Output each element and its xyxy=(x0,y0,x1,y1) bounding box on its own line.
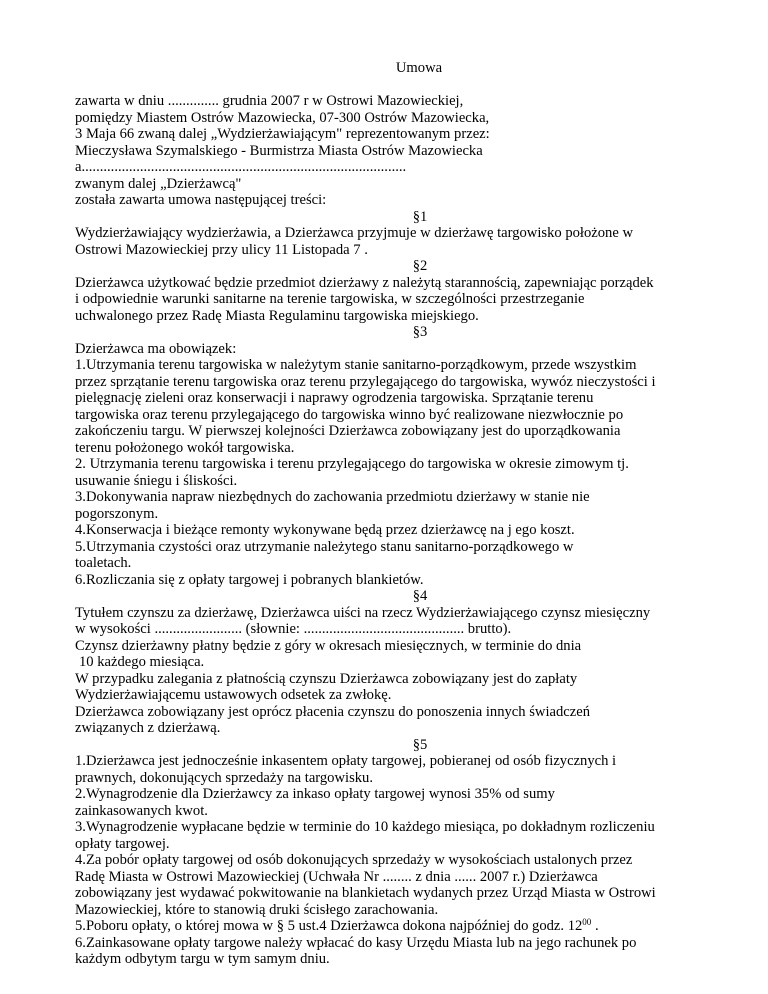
section-1-line: Ostrowi Mazowieckiej przy ulicy 11 Listopada 7 . xyxy=(75,241,368,258)
section-3-line: terenu położonego wokół targowiska. xyxy=(75,439,295,456)
intro-line: zwanym dalej „Dzierżawcą" xyxy=(75,175,242,192)
section-3-line: 3.Dokonywania napraw niezbędnych do zachowania przedmiotu dzierżawy w stanie nie xyxy=(75,489,590,505)
section-1-line: Wydzierżawiający wydzierżawia, a Dzierżawca przyjmuje w dzierżawę targowisko położone w xyxy=(75,225,634,241)
document-body xyxy=(75,93,755,968)
section-2-line: i odpowiednie warunki sanitarne na terenie targowiska, w szczególności przestrzeganie xyxy=(75,291,585,307)
section-5-line: Mazowieckiej, które to stanowią druki ścisłego zarachowania. xyxy=(75,901,439,918)
section-5-line: 4.Za pobór opłaty targowej od osób dokonujących sprzedaży w wysokościach ustalonych przez xyxy=(75,852,633,868)
section-5-line: każdym odbytym targu w tym samym dniu. xyxy=(75,951,330,967)
section-5-line xyxy=(75,918,755,935)
section-5-line: prawnych, dokonujących sprzedaży na targowisku. xyxy=(75,769,373,786)
intro-line: a......................................................................................... xyxy=(75,159,407,175)
section-3-line: pielęgnację zieleni oraz konserwacji i naprawy ogrodzenia targowiska. Sprzątanie terenu xyxy=(75,390,594,406)
intro-line: pomiędzy Miastem Ostrów Mazowiecka, 07-300 Ostrów Mazowiecka, xyxy=(75,109,490,126)
section-3-line: toaletach. xyxy=(75,555,132,571)
intro-line: Mieczysława Szymalskiego - Burmistrza Miasta Ostrów Mazowiecka xyxy=(75,142,483,159)
section-4-line: Czynsz dzierżawny płatny będzie z góry w okresach miesięcznych, w terminie do dnia xyxy=(75,637,582,654)
section-3-line: Dzierżawca ma obowiązek: xyxy=(75,340,237,357)
section-3-line: usuwanie śniegu i śliskości. xyxy=(75,472,238,489)
section-5-line-text: 5.Poboru opłaty, o której mowa w § 5 ust.4 Dzierżawca dokona najpóźniej do godz. 12 xyxy=(75,918,583,934)
section-heading-3: §3 xyxy=(412,324,428,340)
section-5-line: 1.Dzierżawca jest jednocześnie inkasentem opłaty targowej, pobieranej od osób fizycznych i xyxy=(75,753,617,769)
hour-superscript: 00 xyxy=(582,917,592,927)
section-4-line: Dzierżawca zobowiązany jest oprócz płacenia czynszu do ponoszenia innych świadczeń xyxy=(75,703,591,720)
section-4-line: 10 każdego miesiąca. xyxy=(79,654,205,670)
section-4-line: W przypadku zalegania z płatnością czynszu Dzierżawca zobowiązany jest do zapłaty xyxy=(75,670,578,687)
section-4-line: Wydzierżawiającemu ustawowych odsetek za zwłokę. xyxy=(75,687,392,703)
section-5-line: 6.Zainkasowane opłaty targowe należy wpłacać do kasy Urzędu Miasta lub na jego rachunek po xyxy=(75,934,637,951)
section-3-line: zakończeniu targu. W pierwszej kolejności Dzierżawca zobowiązany jest do uporządkowania xyxy=(75,423,621,439)
section-2-line: Dzierżawca użytkować będzie przedmiot dzierżawy z należytą starannością, zapewniając porządek xyxy=(75,274,654,291)
section-2-line: uchwalonego przez Radę Miasta Regulaminu targowiska miejskiego. xyxy=(75,307,479,324)
section-heading-4: §4 xyxy=(412,588,428,604)
section-5-line: Radę Miasta w Ostrowi Mazowieckiej (Uchwała Nr ........ z dnia ...... 2007 r.) Dzierżawca xyxy=(75,868,598,885)
section-5-line-end: . xyxy=(591,918,599,934)
section-3-line: 1.Utrzymania terenu targowiska w należytym stanie sanitarno-porządkowym, przede wszystkim xyxy=(75,357,637,373)
section-heading-1: §1 xyxy=(412,208,428,225)
section-3-line: 2. Utrzymania terenu targowiska i terenu przylegającego do targowiska w okresie zimowym tj. xyxy=(75,456,629,472)
section-3-line: targowiska oraz terenu przylegającego do targowiska winno być realizowane niezwłocznie po xyxy=(75,406,624,423)
section-4-line: w wysokości ........................ (słownie: ............................................ brutto). xyxy=(75,621,512,637)
section-4-line: Tytułem czynszu za dzierżawę, Dzierżawca uiści na rzecz Wydzierżawiającego czynsz miesięczny xyxy=(75,604,651,621)
section-3-line: pogorszonym. xyxy=(75,505,159,522)
document-title: Umowa xyxy=(395,60,443,76)
intro-line: została zawarta umowa następującej treści: xyxy=(75,192,327,208)
section-5-line: zobowiązany jest wydawać pokwitowanie na blankietach wydanych przez Urząd Miasta w Ostrowi xyxy=(75,885,656,901)
section-5-line: 2.Wynagrodzenie dla Dzierżawcy za inkaso opłaty targowej wynosi 35% od sumy xyxy=(75,786,555,802)
section-heading-5: §5 xyxy=(412,736,428,753)
section-3-line: przez sprzątanie terenu targowiska oraz terenu przylegającego do targowiska, wywóz nieczystości i xyxy=(75,373,656,390)
section-4-line: związanych z dzierżawą. xyxy=(75,720,221,736)
section-5-line: 3.Wynagrodzenie wypłacane będzie w terminie do 10 każdego miesiąca, po dokładnym rozliczeniu xyxy=(75,819,655,835)
section-3-line: 6.Rozliczania się z opłaty targowej i pobranych blankietów. xyxy=(75,571,424,588)
section-5-line: opłaty targowej. xyxy=(75,835,170,852)
section-5-line: zainkasowanych kwot. xyxy=(75,802,208,819)
section-3-line: 4.Konserwacja i bieżące remonty wykonywane będą przez dzierżawcę na j ego koszt. xyxy=(75,522,575,538)
section-heading-2: §2 xyxy=(412,258,428,274)
intro-line: 3 Maja 66 zwaną dalej „Wydzierżawiającym" reprezentowanym przez: xyxy=(75,126,490,142)
intro-line: zawarta w dniu .............. grudnia 2007 r w Ostrowi Mazowieckiej, xyxy=(75,93,464,109)
section-3-line: 5.Utrzymania czystości oraz utrzymanie należytego stanu sanitarno-porządkowego w xyxy=(75,538,574,555)
